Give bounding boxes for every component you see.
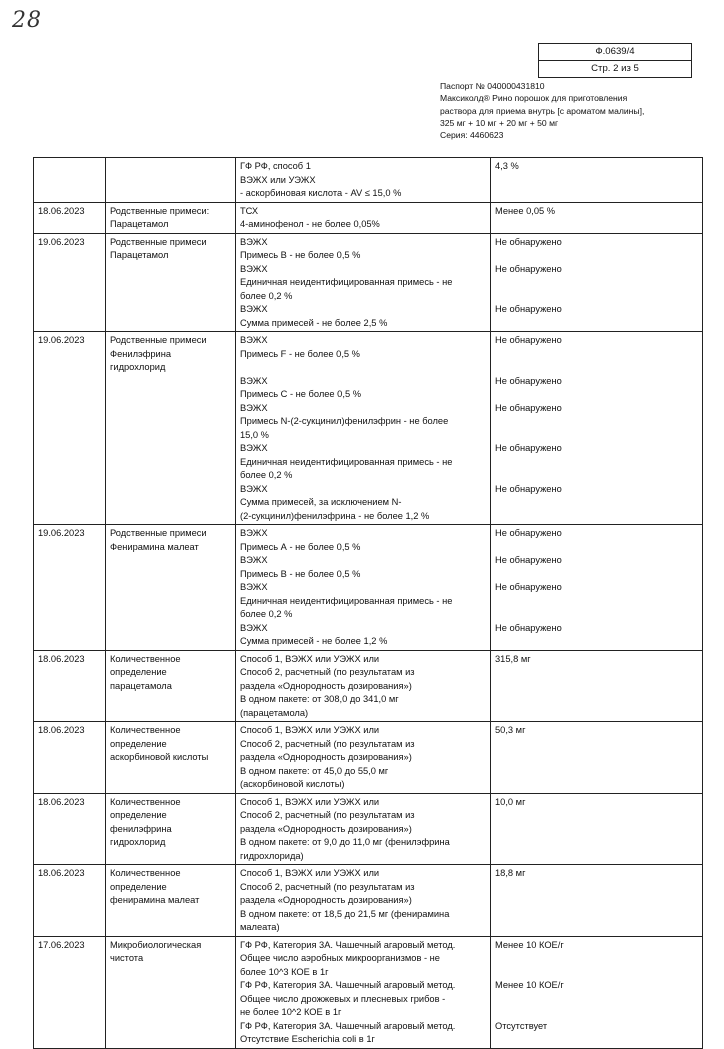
specification-cell	[236, 158, 491, 203]
specification-line: Способ 2, расчетный (по результатам из	[240, 881, 415, 892]
test-name-line: Родственные примеси	[110, 528, 207, 538]
specification-line: Примесь А - не более 0,5 %	[240, 541, 361, 552]
form-code-box	[538, 43, 692, 78]
test-name-cell	[106, 650, 236, 722]
result-cell	[491, 936, 703, 1048]
test-name-line: Парацетамол	[110, 219, 169, 229]
test-name-line: чистота	[110, 953, 144, 963]
specification-line: гидрохлорида)	[240, 850, 304, 861]
test-name-line: определение	[110, 810, 167, 820]
test-name-line: Количественное	[110, 653, 181, 664]
test-name-line: Фенирамина малеат	[110, 541, 199, 552]
specification-line: - аскорбиновая кислота - AV ≤ 15,0 %	[240, 188, 402, 198]
product-dosage: 325 мг + 10 мг + 20 мг + 50 мг	[440, 117, 559, 128]
result-line	[495, 276, 698, 290]
page-indicator: Стр. 2 из 5	[539, 60, 691, 77]
specification-line: Способ 1, ВЭЖХ или УЭЖХ или	[240, 796, 380, 807]
specification-line: ВЭЖХ	[240, 304, 268, 314]
test-name-line: определение	[110, 667, 167, 677]
result-line: Не обнаружено	[495, 622, 562, 633]
test-name-cell	[106, 936, 236, 1048]
result-line	[495, 1006, 698, 1020]
specification-line: Способ 2, расчетный (по результатам из	[240, 667, 415, 677]
handwritten-page-number: 28	[12, 8, 42, 33]
test-name-line: гидрохлорид	[110, 362, 166, 372]
result-line: 315,8 мг	[495, 653, 531, 664]
test-date-cell	[34, 202, 106, 233]
test-name-cell	[106, 525, 236, 651]
result-cell	[491, 233, 703, 332]
result-line: Не обнаружено	[495, 236, 562, 247]
result-line	[495, 361, 698, 375]
test-name-line: гидрохлорид	[110, 837, 166, 847]
specification-line: Сумма примесей - не более 2,5 %	[240, 317, 388, 328]
specification-line: ВЭЖХ	[240, 443, 268, 453]
test-date: 18.06.2023	[38, 868, 85, 878]
specification-line: Единичная неидентифицированная примесь - не	[240, 595, 453, 606]
specification-line: В одном пакете: от 308,0 до 341,0 мг	[240, 694, 399, 704]
result-line	[495, 496, 698, 510]
specification-line: более 10^3 КОЕ в 1г	[240, 966, 329, 977]
specification-cell	[236, 233, 491, 332]
result-line	[495, 568, 698, 582]
specification-line: Примесь В - не более 0,5 %	[240, 250, 361, 260]
specification-line: ВЭЖХ	[240, 402, 268, 413]
test-name-line: Родственные примеси	[110, 236, 207, 247]
test-name-line: Родственные примеси:	[110, 205, 210, 216]
specification-line: более 0,2 %	[240, 290, 293, 301]
test-name-cell	[106, 233, 236, 332]
table-row	[34, 650, 703, 722]
result-line: 50,3 мг	[495, 725, 526, 735]
specification-cell	[236, 793, 491, 865]
table-row	[34, 793, 703, 865]
specification-cell	[236, 525, 491, 651]
table-row	[34, 936, 703, 1048]
test-name-cell	[106, 202, 236, 233]
result-line: Менее 10 КОЕ/г	[495, 939, 564, 950]
table-row	[34, 233, 703, 332]
specification-line: ВЭЖХ	[240, 335, 268, 345]
specification-line: ВЭЖХ	[240, 263, 268, 274]
specification-line: Примесь В - не более 0,5 %	[240, 568, 361, 579]
test-name-line: Фенилэфрина	[110, 348, 172, 359]
result-line	[495, 429, 698, 443]
result-line	[495, 317, 698, 331]
result-line: Не обнаружено	[495, 304, 562, 314]
result-line: Не обнаружено	[495, 402, 562, 413]
specification-line: Способ 1, ВЭЖХ или УЭЖХ или	[240, 868, 380, 878]
test-date: 19.06.2023	[38, 528, 85, 538]
specification-cell	[236, 936, 491, 1048]
specification-line: Общее число дрожжевых и плесневых грибов -	[240, 993, 446, 1004]
product-name-line-1: Максиколд® Рино порошок для приготовления	[440, 93, 628, 104]
result-cell	[491, 722, 703, 794]
test-date-cell	[34, 233, 106, 332]
passport-header	[440, 80, 712, 141]
table-row	[34, 525, 703, 651]
specification-line: Способ 1, ВЭЖХ или УЭЖХ или	[240, 653, 380, 664]
result-line	[495, 541, 698, 555]
test-name-line: парацетамола	[110, 680, 172, 691]
result-line: Менее 0,05 %	[495, 205, 556, 216]
specification-line: ВЭЖХ или УЭЖХ	[240, 174, 316, 185]
specification-line: 4-аминофенол - не более 0,05%	[240, 219, 380, 229]
test-name-line: Парацетамол	[110, 250, 169, 260]
result-line: Не обнаружено	[495, 443, 562, 453]
result-line: 4,3 %	[495, 161, 519, 171]
result-line: Не обнаружено	[495, 582, 562, 592]
result-line	[495, 608, 698, 622]
specification-line: малеата)	[240, 922, 280, 932]
result-line	[495, 415, 698, 429]
test-name-line: аскорбиновой кислоты	[110, 752, 209, 762]
specification-line: ВЭЖХ	[240, 622, 268, 633]
test-date: 19.06.2023	[38, 236, 85, 247]
test-name-line: определение	[110, 881, 167, 892]
result-line: Не обнаружено	[495, 528, 562, 538]
specification-line: не более 10^2 КОЕ в 1г	[240, 1007, 342, 1017]
specification-line: (2-сукцинил)фенилэфрина - не более 1,2 %	[240, 510, 430, 521]
specification-line: ВЭЖХ	[240, 555, 268, 565]
result-cell	[491, 332, 703, 525]
result-cell	[491, 865, 703, 937]
result-cell	[491, 202, 703, 233]
test-name-cell	[106, 158, 236, 203]
result-line: Не обнаружено	[495, 335, 562, 345]
specification-line: В одном пакете: от 18,5 до 21,5 мг (фенирамина	[240, 908, 450, 919]
test-name-line: фенилэфрина	[110, 823, 172, 834]
result-cell	[491, 158, 703, 203]
specification-line: ГФ РФ, способ 1	[240, 161, 311, 171]
specification-line: Примесь С - не более 0,5 %	[240, 389, 361, 399]
result-line: 18,8 мг	[495, 868, 526, 878]
table-row	[34, 158, 703, 203]
form-code: Ф.0639/4	[595, 46, 635, 57]
test-date: 18.06.2023	[38, 653, 85, 664]
specification-line: Сумма примесей, за исключением N-	[240, 497, 402, 507]
test-name-line: фенирамина малеат	[110, 895, 200, 905]
specification-line: Примесь N-(2-сукцинил)фенилэфрин - не более	[240, 416, 449, 426]
result-line: Менее 10 КОЕ/г	[495, 980, 564, 990]
table-row	[34, 202, 703, 233]
result-line: Не обнаружено	[495, 375, 562, 386]
result-line: Отсутствует	[495, 1020, 548, 1031]
specification-line: ВЭЖХ	[240, 582, 268, 592]
test-name-cell	[106, 865, 236, 937]
result-line	[495, 952, 698, 966]
specification-line: В одном пакете: от 9,0 до 11,0 мг (фенилэфрина	[240, 837, 450, 847]
specification-line: (аскорбиновой кислоты)	[240, 779, 345, 789]
result-line: 10,0 мг	[495, 796, 526, 807]
specification-line: ВЭЖХ	[240, 236, 268, 247]
specification-line: более 0,2 %	[240, 609, 293, 619]
test-date-cell	[34, 722, 106, 794]
specification-line: 15,0 %	[240, 429, 269, 440]
result-line	[495, 348, 698, 362]
result-line	[495, 993, 698, 1007]
test-date: 18.06.2023	[38, 725, 85, 735]
specification-line: ГФ РФ, Категория 3А. Чашечный агаровый метод.	[240, 980, 456, 990]
specification-cell	[236, 650, 491, 722]
specification-line: ГФ РФ, Категория 3А. Чашечный агаровый метод.	[240, 1020, 456, 1031]
passport-number: Паспорт № 040000431810	[440, 81, 545, 91]
result-cell	[491, 650, 703, 722]
specification-line: В одном пакете: от 45,0 до 55,0 мг	[240, 765, 389, 776]
test-date: 18.06.2023	[38, 205, 85, 216]
specification-line: Способ 1, ВЭЖХ или УЭЖХ или	[240, 725, 380, 735]
result-line	[495, 469, 698, 483]
test-name-line: Родственные примеси	[110, 335, 207, 345]
test-results-table	[33, 157, 703, 1049]
test-date-cell	[34, 332, 106, 525]
specification-line: раздела «Однородность дозирования»)	[240, 895, 412, 905]
test-date-cell	[34, 158, 106, 203]
specification-line: ТСХ	[240, 205, 259, 216]
test-date-cell	[34, 650, 106, 722]
specification-line: ВЭЖХ	[240, 483, 268, 494]
specification-line: ВЭЖХ	[240, 375, 268, 386]
test-date: 19.06.2023	[38, 335, 85, 345]
test-date: 18.06.2023	[38, 796, 85, 807]
specification-line: Сумма примесей - не более 1,2 %	[240, 636, 388, 646]
result-line	[495, 290, 698, 304]
test-name-cell	[106, 332, 236, 525]
test-name-line: Микробиологическая	[110, 939, 202, 950]
specification-line: раздела «Однородность дозирования»)	[240, 752, 412, 762]
table-row	[34, 865, 703, 937]
table-row	[34, 722, 703, 794]
result-line: Не обнаружено	[495, 263, 562, 274]
result-line	[495, 595, 698, 609]
result-line	[495, 966, 698, 980]
result-line	[495, 510, 698, 524]
specification-line: Единичная неидентифицированная примесь - не	[240, 277, 453, 287]
specification-cell	[236, 722, 491, 794]
specification-line: ГФ РФ, Категория 3А. Чашечный агаровый метод.	[240, 939, 456, 950]
batch-number: Серия: 4460623	[440, 130, 504, 141]
result-cell	[491, 525, 703, 651]
test-date: 17.06.2023	[38, 939, 85, 950]
result-line	[495, 1033, 698, 1047]
specification-line: Отсутствие Escherichia coli в 1г	[240, 1034, 375, 1044]
result-line	[495, 249, 698, 263]
result-line	[495, 456, 698, 470]
specification-line: Общее число аэробных микроорганизмов - не	[240, 953, 440, 963]
test-name-line: Количественное	[110, 868, 181, 878]
specification-line: Примесь F - не более 0,5 %	[240, 348, 360, 359]
test-date-cell	[34, 525, 106, 651]
test-name-line: Количественное	[110, 796, 181, 807]
specification-line: (парацетамола)	[240, 707, 309, 718]
specification-cell	[236, 865, 491, 937]
result-line: Не обнаружено	[495, 483, 562, 494]
test-name-line: определение	[110, 738, 167, 749]
specification-line: ВЭЖХ	[240, 528, 268, 538]
test-date-cell	[34, 865, 106, 937]
test-name-cell	[106, 793, 236, 865]
test-date-cell	[34, 936, 106, 1048]
result-line	[495, 388, 698, 402]
result-line: Не обнаружено	[495, 555, 562, 565]
table-row	[34, 332, 703, 525]
product-name-line-2: раствора для приема внутрь [с ароматом малины],	[440, 105, 645, 116]
specification-line: Единичная неидентифицированная примесь - не	[240, 456, 453, 467]
test-name-cell	[106, 722, 236, 794]
specification-line: более 0,2 %	[240, 470, 293, 480]
test-date-cell	[34, 793, 106, 865]
specification-line: раздела «Однородность дозирования»)	[240, 680, 412, 691]
result-cell	[491, 793, 703, 865]
specification-line: Способ 2, расчетный (по результатам из	[240, 810, 415, 820]
specification-line	[240, 361, 486, 375]
specification-cell	[236, 332, 491, 525]
specification-cell	[236, 202, 491, 233]
specification-line: раздела «Однородность дозирования»)	[240, 823, 412, 834]
result-line	[495, 635, 698, 649]
specification-line: Способ 2, расчетный (по результатам из	[240, 738, 415, 749]
test-name-line: Количественное	[110, 725, 181, 735]
